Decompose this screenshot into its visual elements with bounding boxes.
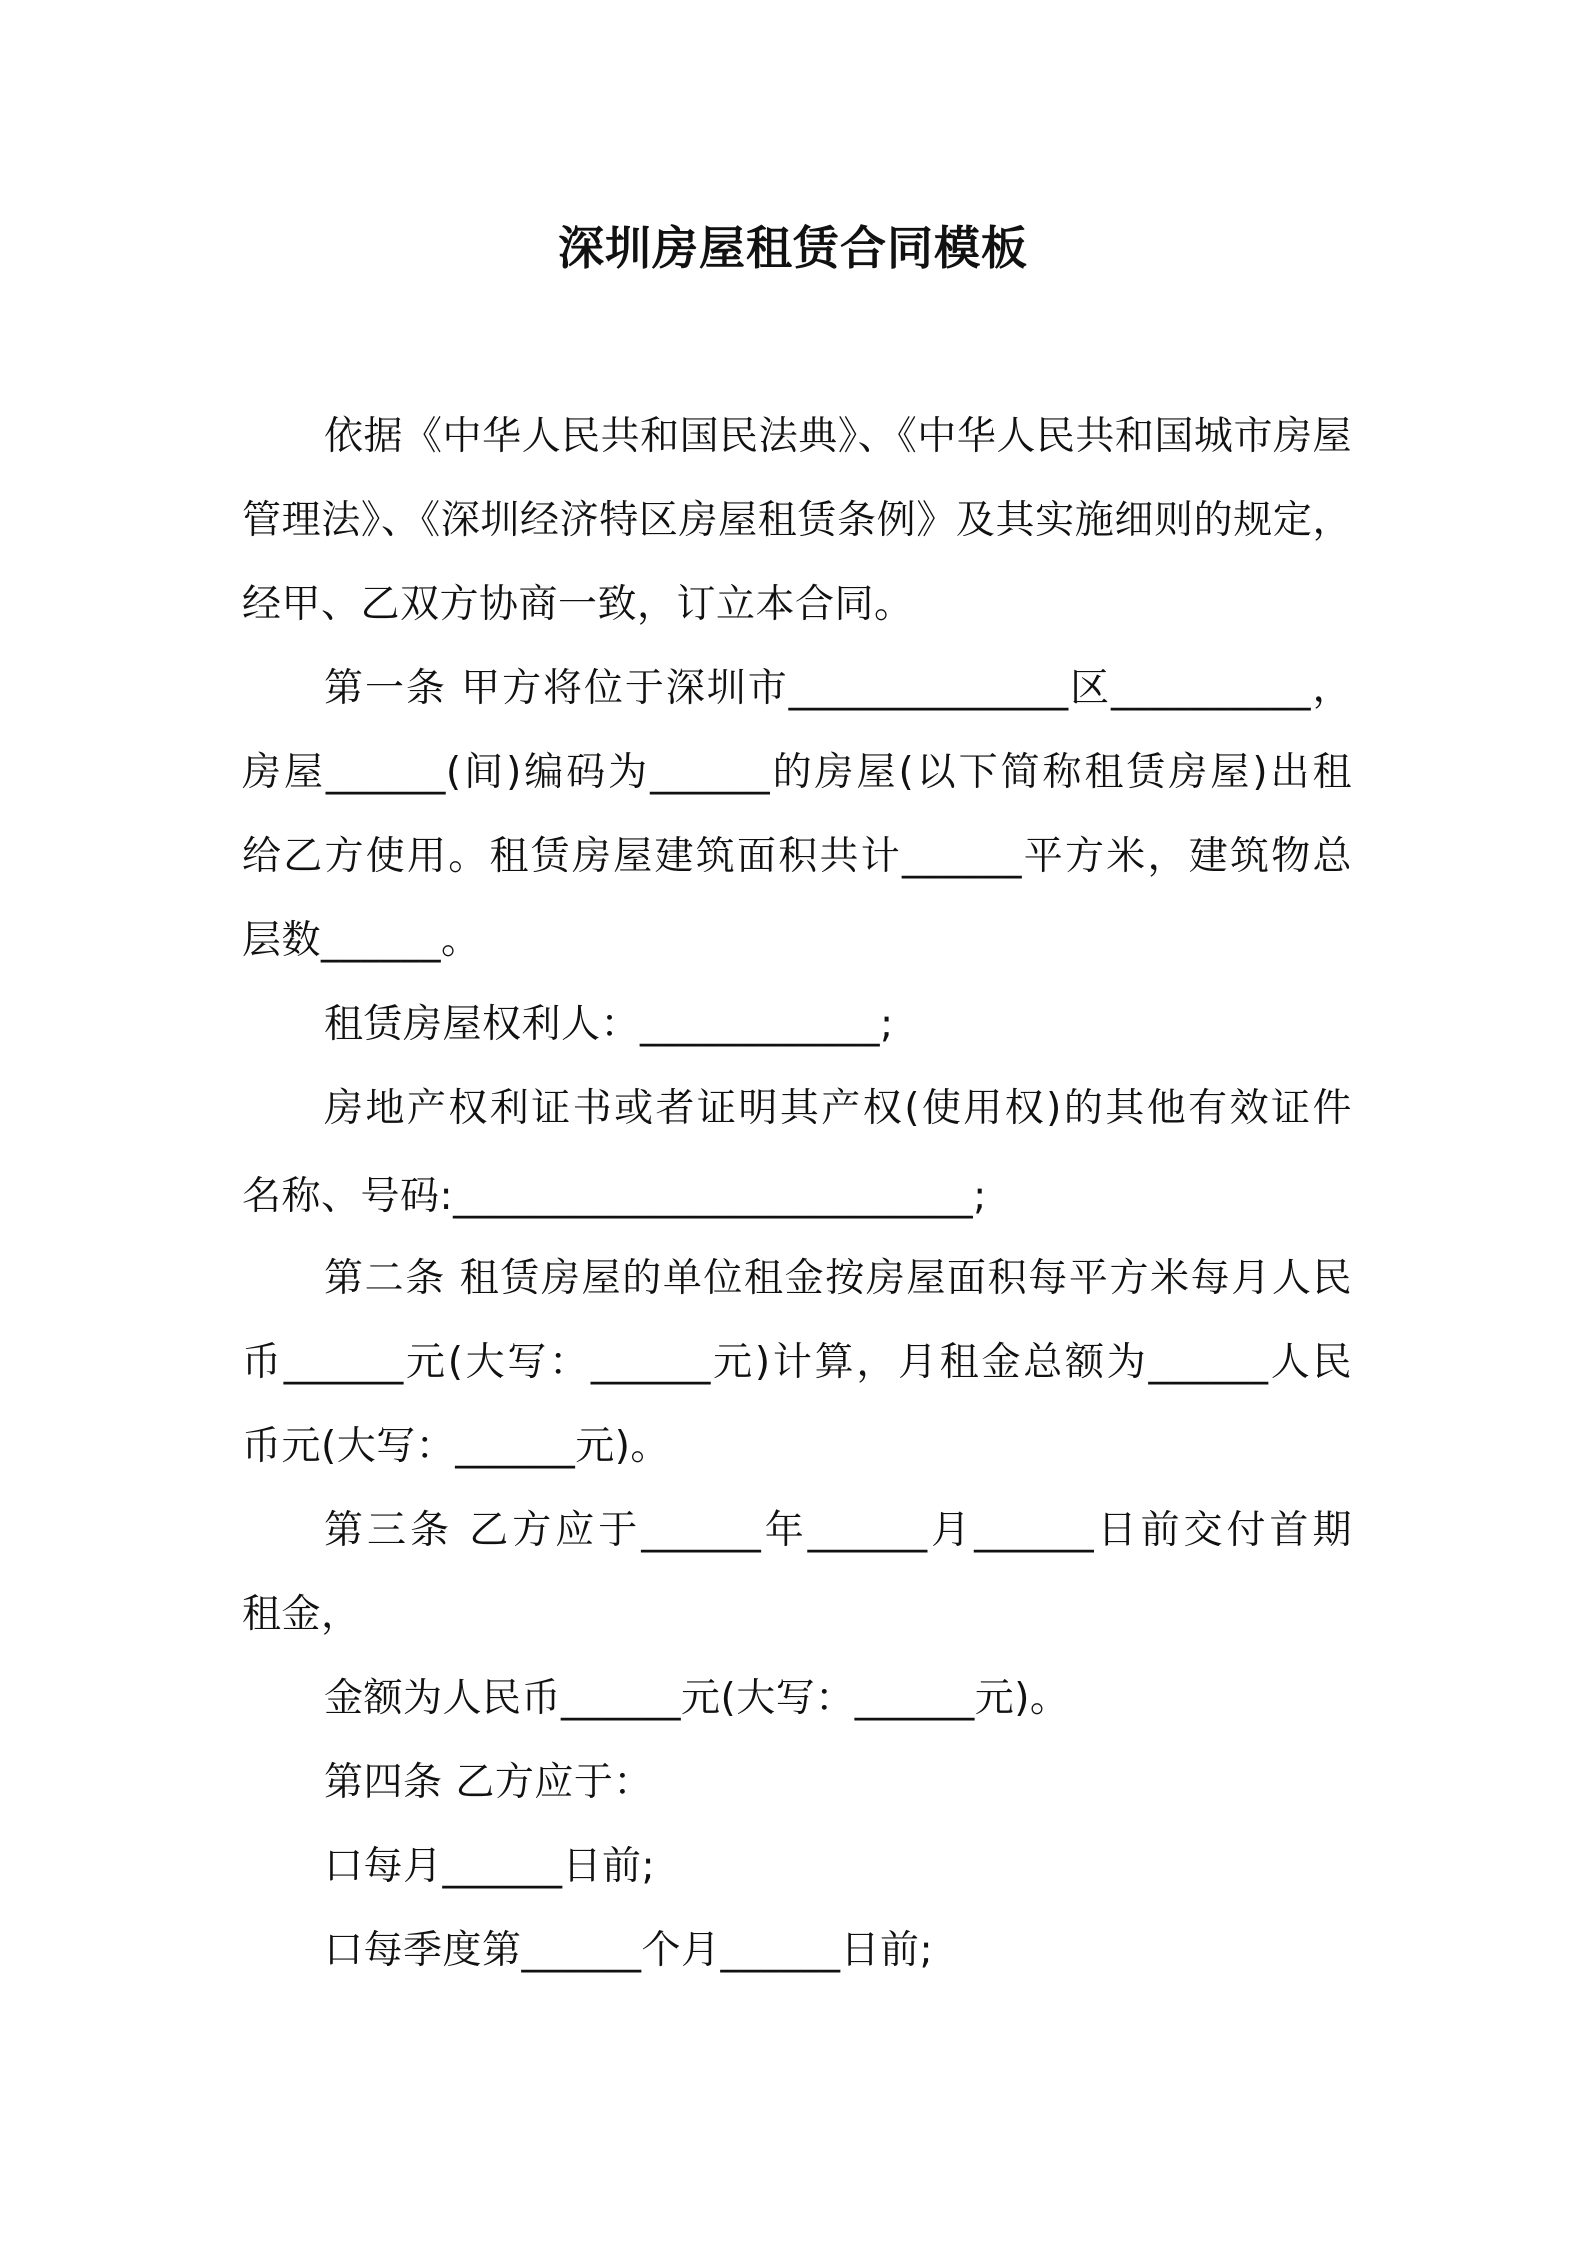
certificate-line: 名称、号码:__________________________;	[242, 1174, 987, 1219]
clause-3-line: 第三条 乙方应于______年______月______日前交付首期	[324, 1508, 1352, 1553]
document-title: 深圳房屋租赁合同模板	[558, 221, 1028, 275]
clause-1-line: 给乙方使用。租赁房屋建筑面积共计______平方米，建筑物总	[242, 834, 1352, 879]
paragraph-line: 经甲、乙双方协商一致，订立本合同。	[242, 582, 914, 627]
clause-2-line: 币______元(大写：______元)计算，月租金总额为______人民	[242, 1340, 1352, 1385]
clause-1-line: 房屋______(间)编码为______的房屋(以下简称租赁房屋)出租	[242, 750, 1352, 795]
rights-holder-line: 租赁房屋权利人：____________;	[324, 1002, 894, 1047]
certificate-line: 房地产权利证书或者证明其产权(使用权)的其他有效证件	[324, 1086, 1352, 1131]
clause-1-line: 第一条 甲方将位于深圳市______________区__________，	[324, 666, 1352, 711]
paragraph-line: 依据《中华人民共和国民法典》、《中华人民共和国城市房屋	[324, 414, 1352, 459]
clause-4-option: 口每月______日前;	[324, 1844, 656, 1889]
clause-2-line: 币元(大写：______元)。	[242, 1424, 670, 1469]
paragraph-line: 管理法》、《深圳经济特区房屋租赁条例》及其实施细则的规定，	[242, 498, 1352, 543]
clause-1-line: 层数______。	[242, 918, 481, 963]
clause-2-line: 第二条 租赁房屋的单位租金按房屋面积每平方米每月人民	[324, 1256, 1352, 1301]
clause-4-line: 第四条 乙方应于：	[324, 1760, 653, 1805]
clause-4-option: 口每季度第______个月______日前;	[324, 1928, 934, 1973]
clause-3-line: 金额为人民币______元(大写：______元)。	[324, 1676, 1070, 1721]
clause-3-line: 租金，	[242, 1592, 361, 1637]
